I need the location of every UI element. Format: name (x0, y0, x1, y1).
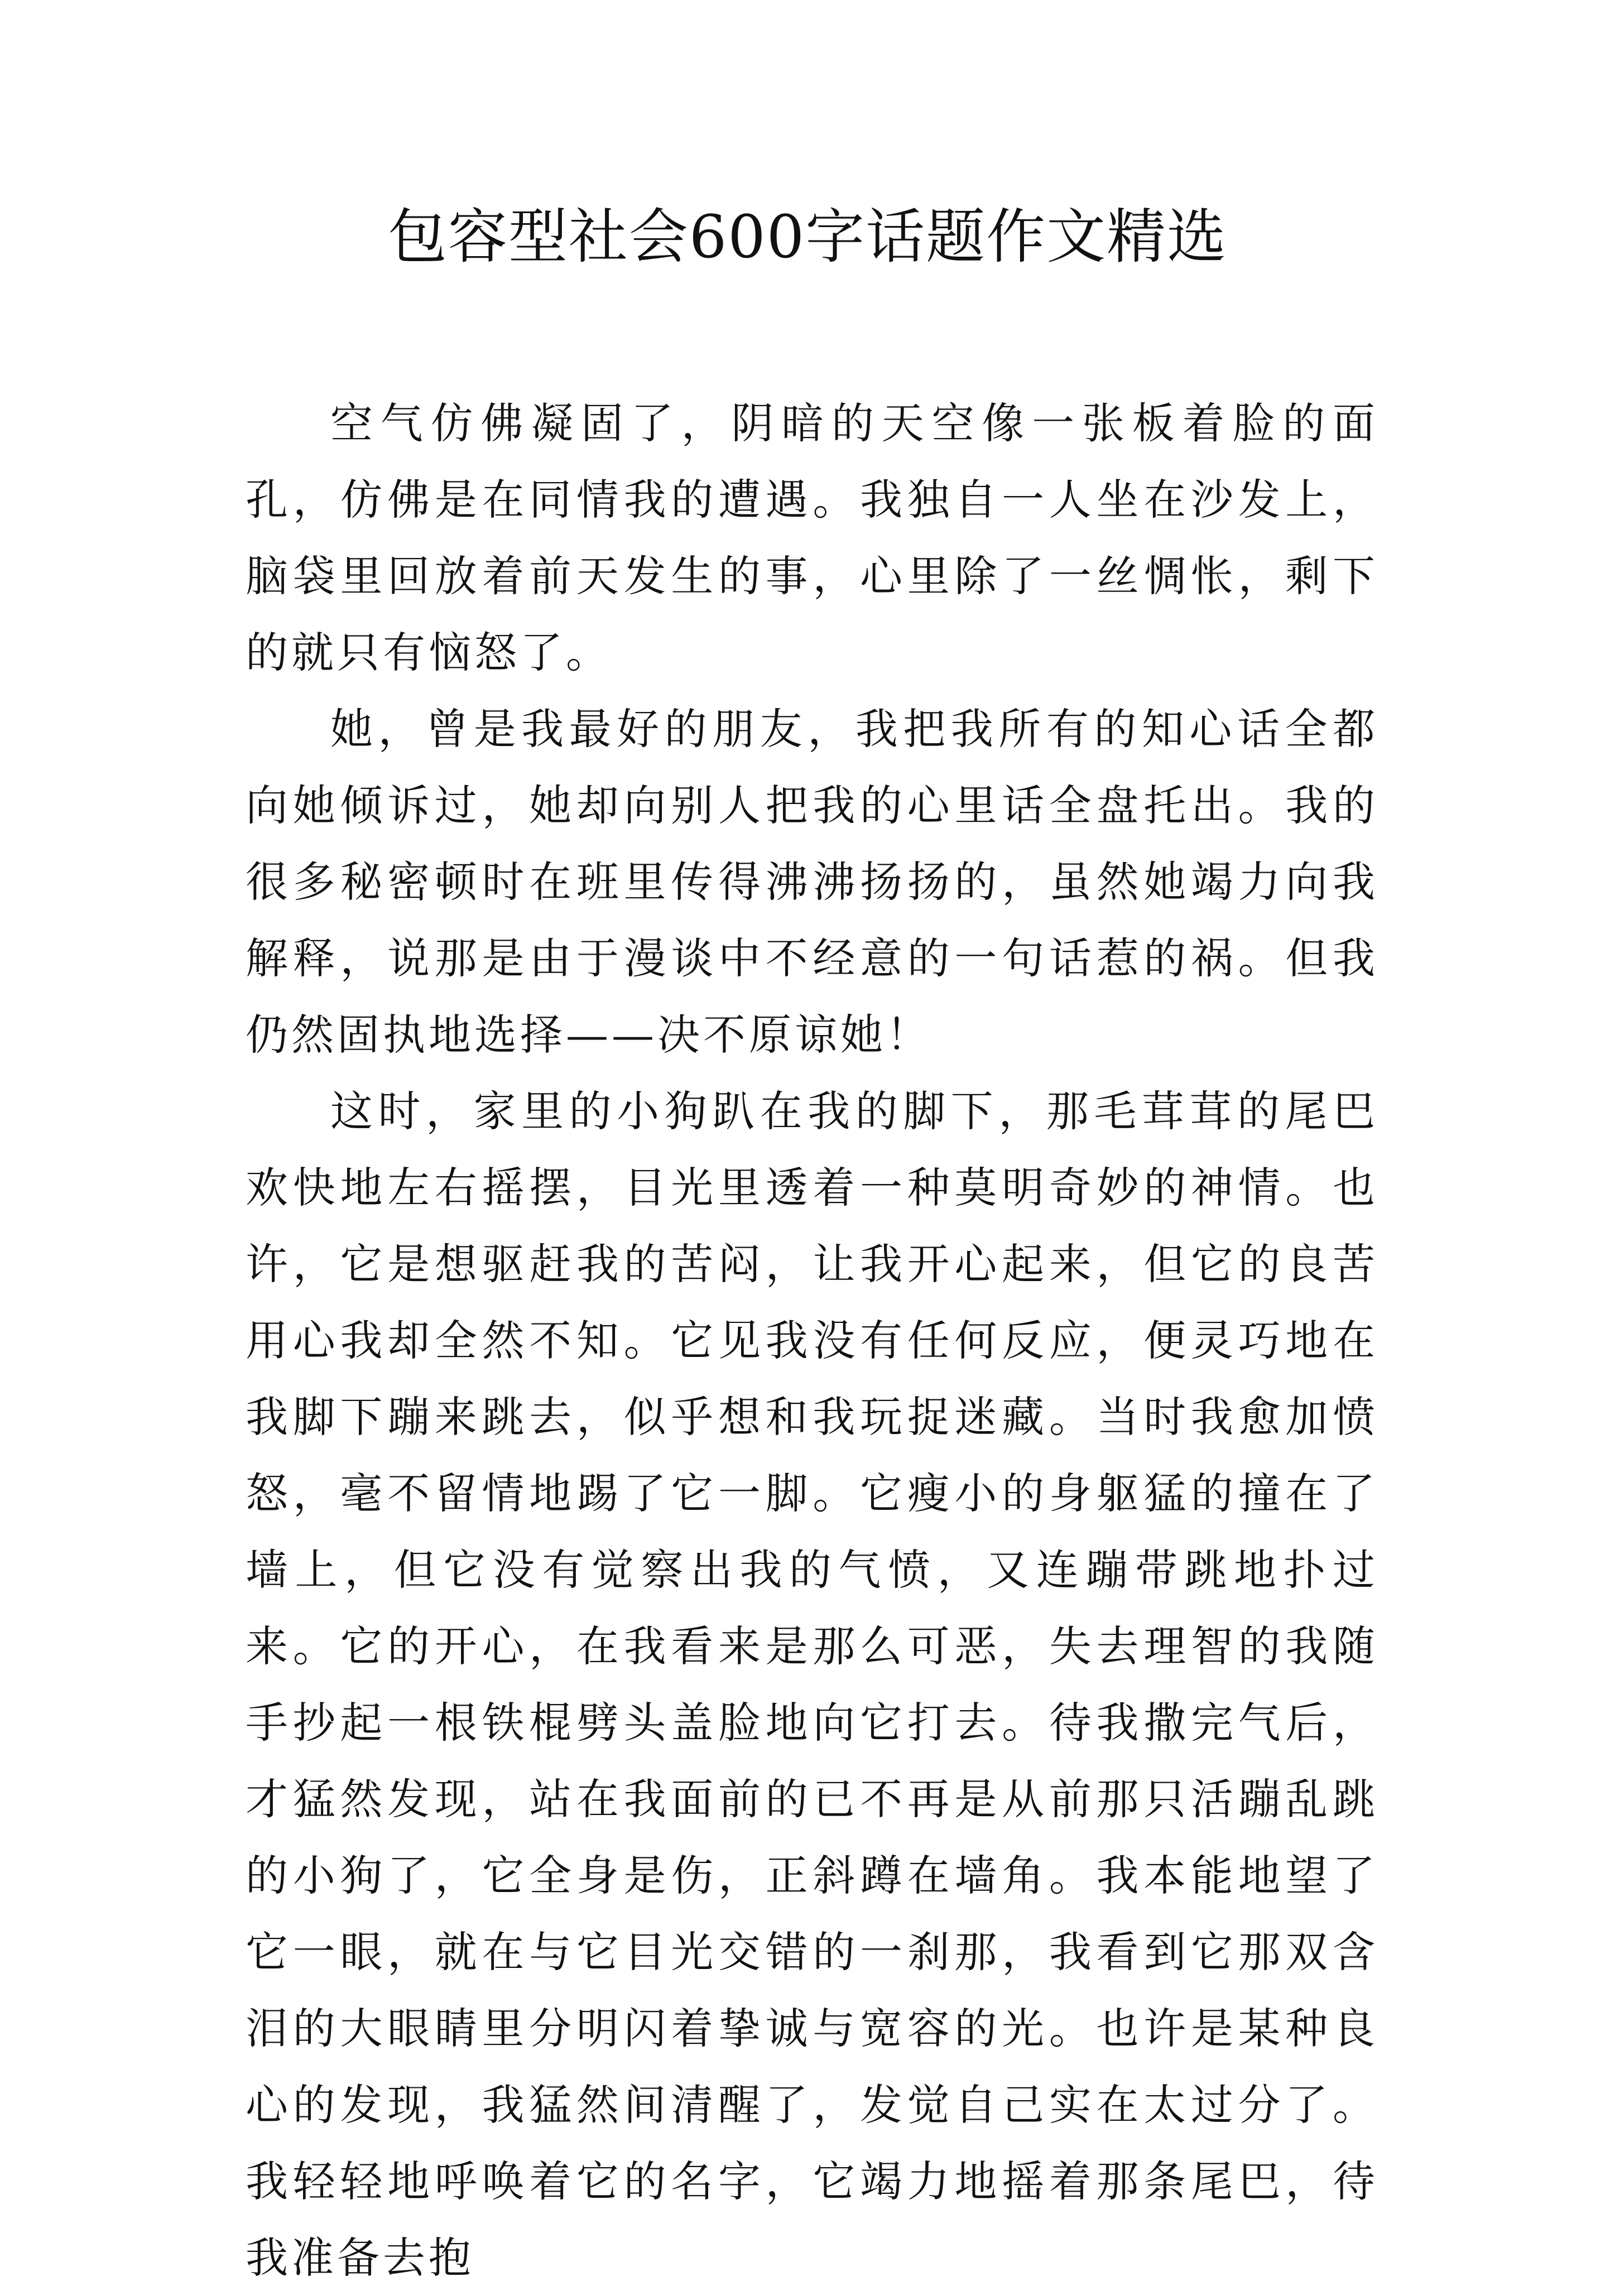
document-body (246, 385, 1378, 2296)
paragraph: 这时，家里的小狗趴在我的脚下，那毛茸茸的尾巴欢快地左右摇摆，目光里透着一种莫明奇妙的神情。也许，它是想驱赶我的苦闷，让我开心起来，但它的良苦用心我却全然不知。它见我没有任何反应，便灵巧地在我脚下蹦来跳去，似乎想和我玩捉迷藏。当时我愈加愤怒，毫不留情地踢了它一脚。它瘦小的身躯猛的撞在了墙上，但它没有觉察出我的气愤，又连蹦带跳地扑过来。它的开心，在我看来是那么可恶，失去理智的我随手抄起一根铁棍劈头盖脸地向它打去。待我撒完气后，才猛然发现，站在我面前的已不再是从前那只活蹦乱跳的小狗了，它全身是伤，正斜蹲在墙角。我本能地望了它一眼，就在与它目光交错的一刹那，我看到它那双含泪的大眼睛里分明闪着挚诚与宽容的光。也许是某种良心的发现，我猛然间清醒了，发觉自己实在太过分了。我轻轻地呼唤着它的名字，它竭力地摇着那条尾巴，待我准备去抱 (246, 1086, 1378, 2283)
page-title: 包容型社会600字话题作文精选 (387, 203, 1228, 271)
paragraph: 她，曾是我最好的朋友，我把我所有的知心话全都向她倾诉过，她却向别人把我的心里话全盘托出。我的很多秘密顿时在班里传得沸沸扬扬的，虽然她竭力向我解释，说那是由于漫谈中不经意的一句话惹的祸。但我仍然固执地选择——决不原谅她！ (246, 704, 1378, 1060)
paragraph: 空气仿佛凝固了，阴暗的天空像一张板着脸的面孔，仿佛是在同情我的遭遇。我独自一人坐在沙发上，脑袋里回放着前天发生的事，心里除了一丝惆怅，剩下的就只有恼怒了。 (246, 398, 1378, 677)
